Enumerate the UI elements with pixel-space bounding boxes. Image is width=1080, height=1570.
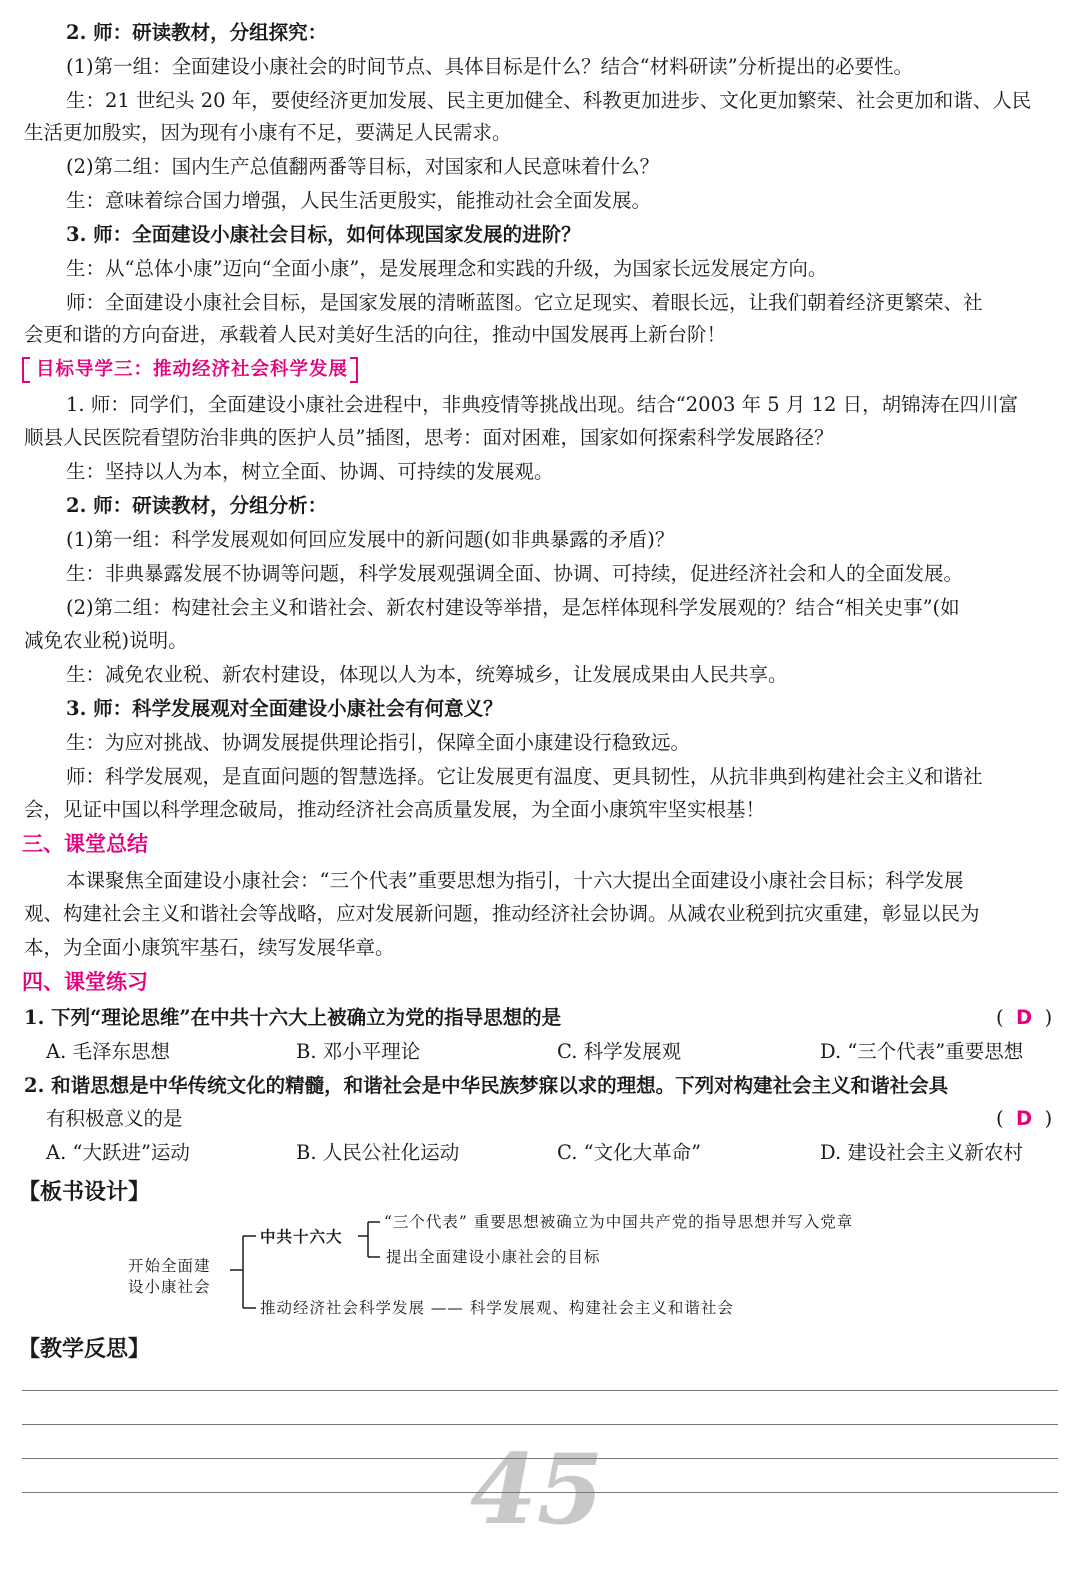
section-3-heading: 三、课堂总结: [22, 832, 148, 856]
board-design-title: 【板书设计】: [18, 1179, 151, 1205]
option-b: B. 邓小平理论: [296, 1040, 421, 1063]
teacher-summary: 师：科学发展观，是直面问题的智慧选择。它让发展更有温度、更具韧性，从抗非典到构建社会主义和谐社: [66, 765, 983, 788]
student-answer: 生：非典暴露发展不协调等问题，科学发展观强调全面、协调、可持续，促进经济社会和人的全面发展。: [66, 562, 964, 585]
student-answer: 生：意味着综合国力增强，人民生活更殷实，能推动社会全面发展。: [66, 189, 652, 212]
board-root-line-1: 开始全面建: [128, 1257, 211, 1275]
target-3-heading: 目标导学三：推动经济社会科学发展: [22, 355, 358, 385]
teaching-reflection-title: 【教学反思】: [18, 1336, 151, 1362]
exercise-2-stem-cont: 有积极意义的是: [46, 1107, 183, 1130]
option-a: A. 毛泽东思想: [46, 1040, 170, 1063]
option-c: C. “文化大革命”: [557, 1141, 702, 1164]
board-branch-2: 推动经济社会科学发展 —— 科学发展观、构建社会主义和谐社会: [260, 1299, 734, 1317]
teacher-summary-cont: 会，见证中国以科学理念破局，推动经济社会高质量发展，为全面小康筑牢坚实根基！: [24, 798, 766, 821]
exercise-2-answer: D: [1016, 1107, 1033, 1130]
board-leaf-1: “三个代表” 重要思想被确立为中国共产党的指导思想并写入党章: [384, 1213, 854, 1231]
student-answer: 生：为应对挑战、协调发展提供理论指引，保障全面小康建设行稳致远。: [66, 731, 691, 754]
page-number: 45: [470, 1433, 604, 1546]
student-answer-cont: 生活更加殷实，因为现有小康有不足，要满足人民需求。: [24, 121, 512, 144]
exercise-1-answer: D: [1016, 1006, 1033, 1029]
writing-line: [22, 1458, 1058, 1459]
option-a: A. “大跃进”运动: [46, 1141, 190, 1164]
student-answer: 生：坚持以人为本，树立全面、协调、可持续的发展观。: [66, 460, 554, 483]
board-branch-1: 中共十六大: [260, 1227, 343, 1246]
q1-teacher-cont: 顺县人民医院看望防治非典的医护人员”插图，思考：面对困难，国家如何探索科学发展路径？: [24, 426, 834, 449]
student-answer: 生：从“总体小康”迈向“全面小康”，是发展理念和实践的升级，为国家长远发展定方向。: [66, 257, 828, 280]
group-2-question-cont: 减免农业税)说明。: [24, 629, 188, 652]
board-leaf-2: 提出全面建设小康社会的目标: [386, 1248, 601, 1266]
section-4-heading: 四、课堂练习: [22, 970, 148, 994]
answer-bracket: ( D ): [996, 1107, 1053, 1130]
group-2-question: (2)第二组：国内生产总值翻两番等目标，对国家和人民意味着什么？: [66, 155, 660, 178]
group-2-question: (2)第二组：构建社会主义和谐社会、新农村建设等举措，是怎样体现科学发展观的？结合“相关史事”(如: [66, 596, 960, 619]
summary-text-cont: 本，为全面小康筑牢基石，续写发展华章。: [24, 936, 395, 959]
step-3-question: 3. 师：全面建设小康社会目标，如何体现国家发展的进阶？: [66, 223, 581, 246]
summary-text: 本课聚焦全面建设小康社会：“三个代表”重要思想为指引，十六大提出全面建设小康社会目标；科学发展: [66, 869, 964, 892]
board-root-line-2: 设小康社会: [128, 1278, 211, 1296]
option-d: D. “三个代表”重要思想: [820, 1040, 1024, 1063]
writing-line: [22, 1390, 1058, 1391]
exercise-1-stem: 1. 下列“理论思维”在中共十六大上被确立为党的指导思想的是: [24, 1006, 562, 1029]
step-3-question: 3. 师：科学发展观对全面建设小康社会有何意义？: [66, 697, 503, 720]
teacher-summary-cont: 会更和谐的方向奋进，承载着人民对美好生活的向往，推动中国发展再上新台阶！: [24, 323, 727, 346]
exercise-2-stem: 2. 和谐思想是中华传统文化的精髓，和谐社会是中华民族梦寐以求的理想。下列对构建社会主义和谐社会具: [24, 1074, 949, 1097]
student-answer: 生：减免农业税、新农村建设，体现以人为本，统筹城乡，让发展成果由人民共享。: [66, 663, 788, 686]
option-b: B. 人民公社化运动: [296, 1141, 460, 1164]
writing-line: [22, 1424, 1058, 1425]
answer-bracket: ( D ): [996, 1006, 1053, 1029]
summary-text-cont: 观、构建社会主义和谐社会等战略，应对发展新问题，推动经济社会协调。从减农业税到抗灾重建，彰显以民为: [24, 902, 980, 925]
writing-line: [22, 1492, 1058, 1493]
q1-teacher: 1. 师：同学们，全面建设小康社会进程中，非典疫情等挑战出现。结合“2003 年 5 月 12 日，胡锦涛在四川富: [66, 393, 1019, 416]
step-2-heading: 2. 师：研读教材，分组探究：: [66, 21, 328, 44]
group-1-question: (1)第一组：科学发展观如何回应发展中的新问题(如非典暴露的矛盾)？: [66, 528, 675, 551]
option-c: C. 科学发展观: [557, 1040, 682, 1063]
group-1-question: (1)第一组：全面建设小康社会的时间节点、具体目标是什么？结合“材料研读”分析提出的必要性。: [66, 55, 914, 78]
step-2-heading: 2. 师：研读教材，分组分析：: [66, 494, 328, 517]
student-answer: 生：21 世纪头 20 年，要使经济更加发展、民主更加健全、科教更加进步、文化更加繁荣、社会更加和谐、人民: [66, 89, 1032, 112]
teacher-summary: 师：全面建设小康社会目标，是国家发展的清晰蓝图。它立足现实、着眼长远，让我们朝着经济更繁荣、社: [66, 291, 983, 314]
option-d: D. 建设社会主义新农村: [820, 1141, 1023, 1164]
